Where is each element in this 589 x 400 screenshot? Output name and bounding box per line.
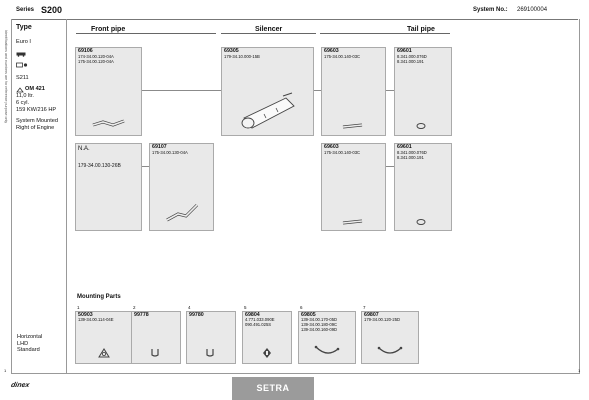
part-ref: 139-34.00.160-09D xyxy=(301,327,338,332)
tail-pipe-drawing xyxy=(342,122,364,130)
tail-pipe-rule xyxy=(320,33,450,34)
part-ref: 8.341.000.191 xyxy=(397,59,424,64)
bracket-icon xyxy=(314,344,340,358)
part-number: 69804 xyxy=(245,312,260,318)
orientation-info xyxy=(17,334,42,354)
part-ref: 139-34.00.170-05D xyxy=(301,317,338,322)
not-available-label: N.A. xyxy=(78,146,90,152)
type-title: Type xyxy=(16,24,32,31)
part-ref: 8.341.000.076D xyxy=(397,54,427,59)
part-number: 69805 xyxy=(301,312,316,318)
clamp-icon xyxy=(150,347,160,357)
part-number: 69603 xyxy=(324,144,339,150)
engine-icon xyxy=(16,62,28,68)
mounting-index: 5 xyxy=(244,305,247,310)
part-ref: 090.491.025S xyxy=(245,322,272,327)
part-card-69601[interactable] xyxy=(394,47,452,136)
mounting-card-69804[interactable] xyxy=(242,311,292,364)
part-ref: 179-34.00.120-25D xyxy=(364,317,401,322)
tail-pipe-drawing xyxy=(342,218,364,226)
dinex-logo: dinex xyxy=(10,382,30,389)
mount-line-1: System Mounted xyxy=(16,118,58,124)
mounting-card-99780[interactable] xyxy=(186,311,236,364)
displacement: 11,0 ltr. xyxy=(16,93,34,99)
silencer-rule xyxy=(221,33,316,34)
engine-code: OM 421 xyxy=(25,86,45,92)
column-front-pipe: Front pipe xyxy=(91,26,126,33)
type-sidebar xyxy=(11,19,67,373)
gasket-icon xyxy=(98,348,110,358)
system-number-label: System No.: xyxy=(473,7,508,13)
bolt-icon xyxy=(262,347,272,359)
system-number-value: 269100004 xyxy=(517,7,548,13)
front-pipe-rule xyxy=(76,33,216,34)
series-label: Series xyxy=(16,7,35,13)
part-ref: 139-34.00.180-09C xyxy=(301,322,338,327)
part-ref: 8.341.000.191 xyxy=(397,155,424,160)
part-card-69601[interactable] xyxy=(394,143,452,231)
part-ref: 179-34.00.130-26B xyxy=(78,163,121,169)
part-card-na[interactable] xyxy=(75,143,142,231)
vertical-note xyxy=(2,30,8,150)
part-ref: 175-34.00.140-03C xyxy=(324,150,361,155)
mounting-index: 1 xyxy=(77,305,80,310)
mounting-card-99778[interactable] xyxy=(131,311,181,364)
part-ref: 4.771.033.090E xyxy=(245,317,275,322)
mounting-index: 4 xyxy=(188,305,191,310)
part-card-69603[interactable] xyxy=(321,47,386,136)
euro-label: Euro I xyxy=(16,39,31,45)
part-number: 69601 xyxy=(397,48,412,54)
part-card-69106[interactable] xyxy=(75,47,142,136)
bracket-icon xyxy=(377,344,403,358)
brand-label: SETRA xyxy=(232,377,314,400)
part-card-69603[interactable] xyxy=(321,143,386,231)
part-ref: 175-34.00.140-03C xyxy=(324,54,361,59)
part-ref: 179-34.10.000-15B xyxy=(224,54,260,59)
column-silencer: Silencer xyxy=(255,26,283,33)
part-ref: 175-34.00.120-04A xyxy=(78,59,114,64)
part-number: 69305 xyxy=(224,48,239,54)
mounting-card-69805[interactable] xyxy=(298,311,356,364)
model-label: S211 xyxy=(16,75,29,81)
part-number: 99780 xyxy=(189,312,204,318)
mounting-card-69807[interactable] xyxy=(361,311,419,364)
part-ref: 139-34.00.114-04E xyxy=(78,317,114,322)
clamp-icon xyxy=(205,347,215,357)
part-number: 69106 xyxy=(78,48,93,54)
clamp-drawing xyxy=(415,218,427,226)
bus-icon xyxy=(16,52,26,57)
part-number: 69107 xyxy=(152,144,167,150)
cylinders: 6 cyl. xyxy=(16,100,30,106)
mounting-index: 6 xyxy=(300,305,303,310)
part-number: 69603 xyxy=(324,48,339,54)
mounting-index: 7 xyxy=(363,305,366,310)
connector-line xyxy=(140,90,221,91)
mounting-parts-title: Mounting Parts xyxy=(77,294,121,300)
part-number: 99778 xyxy=(134,312,149,318)
page-number-left: 1 xyxy=(4,368,7,373)
column-tail-pipe: Tail pipe xyxy=(407,26,435,33)
part-card-69305[interactable] xyxy=(221,47,314,136)
part-card-69107[interactable] xyxy=(149,143,214,231)
standard-label: Standard xyxy=(17,347,40,353)
header-bar xyxy=(11,4,578,20)
part-number: 69601 xyxy=(397,144,412,150)
mounting-card-50903[interactable] xyxy=(75,311,134,364)
part-ref: 8.341.000.076D xyxy=(397,150,427,155)
power: 159 KW/216 HP xyxy=(16,107,57,113)
front-pipe-drawing xyxy=(91,116,127,130)
drive-side-label: LHD xyxy=(17,340,29,347)
mount-line-2: Right of Engine xyxy=(16,125,55,131)
page-number-right: 1 xyxy=(578,368,581,373)
silencer-drawing xyxy=(236,90,302,132)
front-pipe-drawing xyxy=(164,202,200,224)
vertical-note-text: Identifications and numbers are for reference purpose only xyxy=(4,30,8,124)
part-ref: 175-34.00.130-04A xyxy=(152,150,188,155)
part-number: 50903 xyxy=(78,312,93,318)
series-value: S200 xyxy=(41,5,63,15)
part-ref: 174-34.00.120-04A xyxy=(78,54,114,59)
clamp-drawing xyxy=(415,122,427,130)
mounting-index: 2 xyxy=(133,305,136,310)
part-number: 69807 xyxy=(364,312,379,318)
orientation-label: Horizontal xyxy=(17,334,43,340)
